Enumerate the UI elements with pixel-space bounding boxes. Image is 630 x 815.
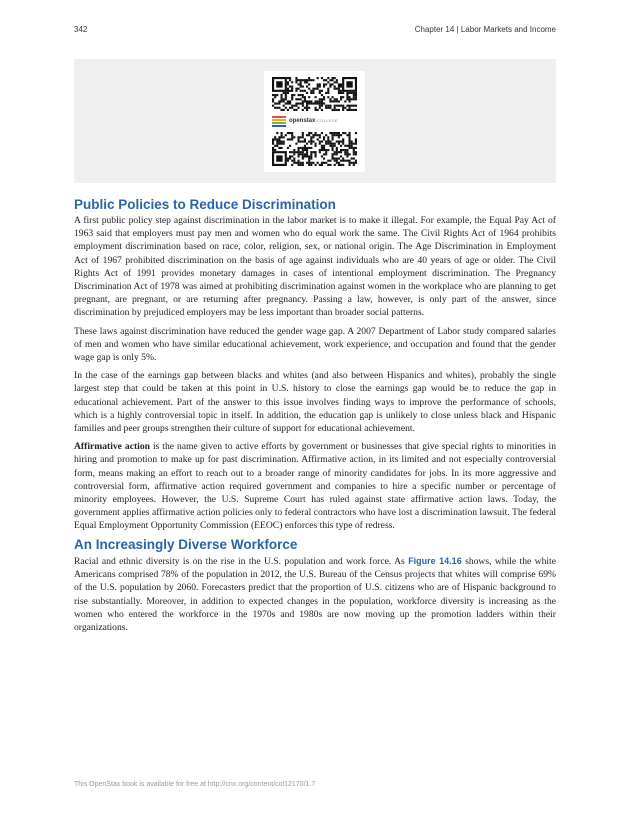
paragraph-affirmative-action [74, 440, 556, 532]
chapter-title: Chapter 14 | Labor Markets and Income [414, 25, 556, 34]
section-body-discrimination [74, 214, 556, 538]
paragraph-text: is the name given to active efforts by government or businesses that give special rights to minorities in hiring and promotion to make up for past discrimination. Affirmative action, in its limited and not especially controversial form, means making an effort to reach out to a broader range of minority candidates for jobs. In its more aggressive and controversial form, affirmative action required government and companies to hire a specific number or percentage of minority employees. However, the U.S. Supreme Court has ruled against state affirmative action laws. Today, the government applies affirmative action policies only to federal contractors who have lost a discrimination lawsuit. The federal Equal Employment Opportunity Commission (EEOC) enforces this type of redress. [74, 441, 556, 532]
logo-brand: openstax [289, 118, 316, 124]
figure-link[interactable]: Figure 14.16 [408, 556, 462, 566]
qr-code-panel [74, 59, 556, 183]
openstax-logo-icon [272, 116, 286, 127]
page-number: 342 [74, 25, 88, 34]
paragraph: These laws against discrimination have reduced the gender wage gap. A 2007 Department of Labor study compared salaries of men and women who have similar educational achievement, work experience, and occupation and found that the gender wage gap is only 5%. [74, 325, 556, 364]
section-heading-discrimination: Public Policies to Reduce Discrimination [74, 197, 336, 212]
paragraph [74, 555, 556, 634]
section-heading-workforce: An Increasingly Diverse Workforce [74, 537, 298, 552]
logo-suffix: COLLEGE [317, 118, 339, 123]
page-footer: This OpenStax book is available for free at http://cnx.org/content/col12170/1.7 [74, 781, 316, 788]
qr-code-bottom-icon [272, 132, 357, 166]
paragraph: In the case of the earnings gap between blacks and whites (and also between Hispanics and whites), probably the single largest step that could be taken at this point in U.S. history to close the earnings gap would be to reduce the gap in educational achievement. Part of the answer to this issue involves finding ways to improve the performance of schools, which is a highly controversial topic in itself. In addition, the education gap is unlikely to close unless black and Hispanic families and peer groups strengthen their culture of support for educational achievement. [74, 370, 556, 435]
logo-bar [272, 122, 286, 124]
logo-bar [272, 119, 286, 121]
running-header [74, 25, 556, 34]
logo-bar [272, 116, 286, 118]
paragraph-text: shows, while the white Americans comprised 78% of the population in 2012, the U.S. Bureau of the Census projects that whites will comprise 69% of the U.S. population by 2060. Forecasters predict that the proportion of U.S. citizens who are of Hispanic background to rise substantially. Moreover, in addition to expected changes in the population, workforce diversity is increasing as the women who entered the workforce in the 1970s and 1980s are now moving up the promotion ladders within their organizations. [74, 556, 556, 634]
qr-code-top-icon [272, 77, 357, 111]
openstax-logo [272, 114, 357, 128]
section-body-workforce [74, 555, 556, 639]
paragraph: A first public policy step against discrimination in the labor market is to make it illegal. For example, the Equal Pay Act of 1963 said that employers must pay men and women who do equal work the same. The Civil Rights Act of 1964 prohibits employment discrimination based on race, color, religion, sex, or national origin. The Age Discrimination in Employment Act of 1967 prohibited discrimination on the basis of age against individuals who are 40 years of age or older. The Civil Rights Act of 1991 provides monetary damages in cases of intentional employment discrimination. The Pregnancy Discrimination Act of 1978 was aimed at prohibiting discrimination against women in the workplace who are planning to get pregnant, are pregnant, or are returning after pregnancy. Passing a law, however, is only part of the answer, since discrimination by prejudiced employers may be less important than broader social patterns. [74, 215, 556, 319]
qr-code-card[interactable] [264, 71, 365, 172]
logo-bar [272, 125, 286, 127]
key-term: Affirmative action [74, 441, 150, 453]
paragraph-text: Racial and ethnic diversity is on the rise in the U.S. population and work force. As [74, 556, 409, 567]
openstax-logo-text [289, 118, 338, 124]
